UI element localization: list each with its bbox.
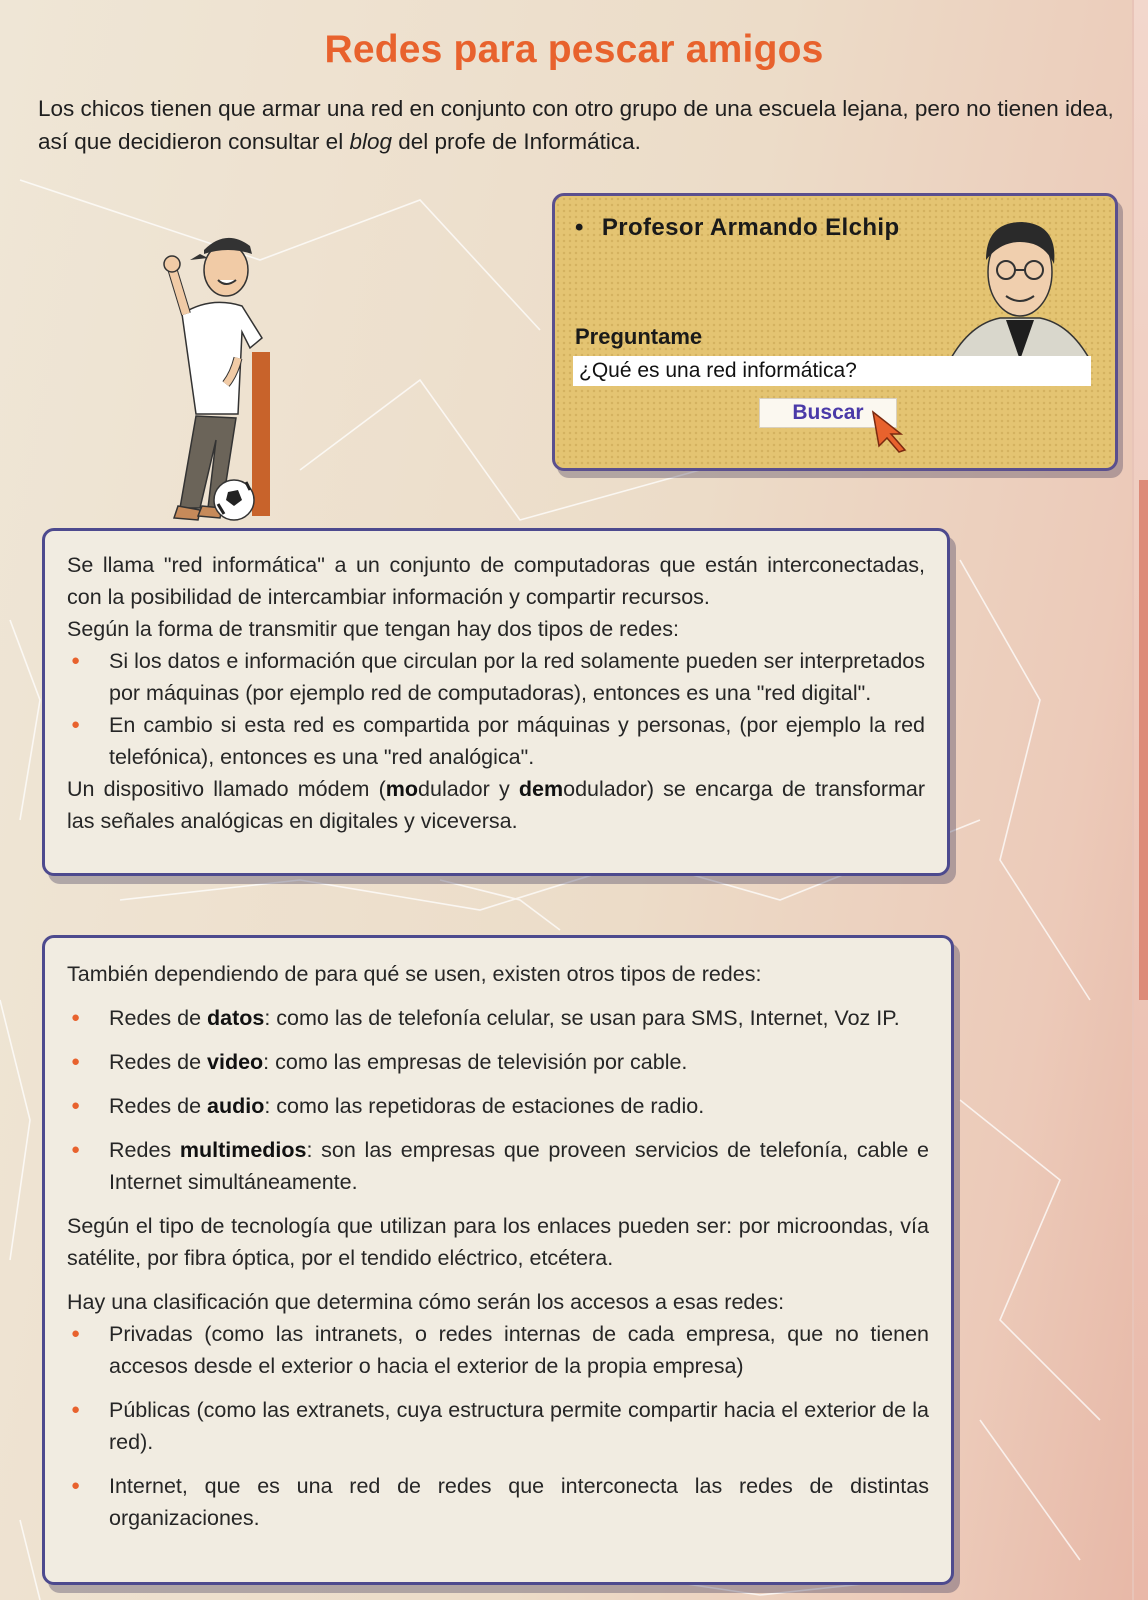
item-text: : como las empresas de televisión por cable. xyxy=(263,1050,688,1074)
search-button[interactable]: Buscar xyxy=(759,398,897,428)
item-text: : son las empresas que proveen servicios de telefonía, cable e Internet simultáneamente. xyxy=(109,1138,929,1194)
definition-paragraph: Se llama "red informática" a un conjunto de computadoras que están interconectadas, con la posibilidad de intercambiar información y compartir recursos. xyxy=(67,553,925,609)
intro-paragraph xyxy=(38,92,1118,158)
cursor-arrow-icon xyxy=(871,410,911,454)
profile-name xyxy=(575,214,900,242)
modem-bold: mo xyxy=(385,777,419,801)
page-title: Redes para pescar amigos xyxy=(324,28,824,71)
item-keyword: datos xyxy=(207,1006,265,1030)
network-uses-panel xyxy=(42,935,954,1585)
professor-portrait xyxy=(940,208,1100,360)
intro-text-start: Los chicos tienen que armar una red en conjunto con otro grupo de una escuela lejana, pero no tienen idea, así que decidieron consultar el xyxy=(38,96,1114,154)
page-edge-tab xyxy=(1139,480,1148,1000)
list-item xyxy=(67,1002,929,1034)
list-item xyxy=(67,1134,929,1198)
item-text: Redes de xyxy=(109,1094,208,1118)
uses-list xyxy=(67,1002,929,1198)
page-edge-strip xyxy=(1132,0,1148,1600)
spacer xyxy=(67,1274,929,1286)
network-types-intro: Según la forma de transmitir que tengan hay dos tipos de redes: xyxy=(67,617,679,641)
item-keyword: video xyxy=(207,1050,264,1074)
item-text: : como las repetidoras de estaciones de radio. xyxy=(264,1094,705,1118)
item-keyword: audio xyxy=(207,1094,265,1118)
question-input[interactable] xyxy=(573,356,1091,386)
boy-with-soccer-ball xyxy=(138,208,288,528)
modem-bold: dem xyxy=(518,777,564,801)
item-text: : como las de telefonía celular, se usan para SMS, Internet, Voz IP. xyxy=(264,1006,900,1030)
profile-name-text: Profesor Armando Elchip xyxy=(601,214,900,241)
uses-intro: También dependiendo de para qué se usen, existen otros tipos de redes: xyxy=(67,962,762,986)
intro-emphasis: blog xyxy=(349,129,392,154)
spacer xyxy=(67,990,929,1002)
modem-text: odulador) se encarga de transformar las señales analógicas en digitales y viceversa. xyxy=(67,777,925,833)
network-types-list xyxy=(67,645,925,773)
list-item: ● Si los datos e información que circulan por la red solamente pueden ser interpretados por máquinas (por ejemplo red de computadoras), entonces es una "red digital". xyxy=(67,645,925,709)
item-keyword: multimedios xyxy=(179,1138,307,1162)
teacher-blog-search-widget xyxy=(552,193,1118,471)
list-item: ● Internet, que es una red de redes que interconecta las redes de distintas organizaciones. xyxy=(67,1470,929,1534)
list-item xyxy=(67,1046,929,1078)
access-list xyxy=(67,1318,929,1534)
modem-text: dulador y xyxy=(418,777,519,801)
item-text: Redes de xyxy=(109,1050,208,1074)
list-item: ● En cambio si esta red es compartida por máquinas y personas, (por ejemplo la red telefónica), entonces es una "red analógica". xyxy=(67,709,925,773)
list-item xyxy=(67,1090,929,1122)
access-intro: Hay una clasificación que determina cómo serán los accesos a esas redes: xyxy=(67,1290,785,1314)
intro-text-end: del profe de Informática. xyxy=(392,129,641,154)
definition-panel xyxy=(42,528,950,876)
list-item: ● Públicas (como las extranets, cuya estructura permite compartir hacia el exterior de la red). xyxy=(67,1394,929,1458)
item-text: Redes xyxy=(109,1138,180,1162)
technology-paragraph: Según el tipo de tecnología que utilizan para los enlaces pueden ser: por microondas, vía satélite, por fibra óptica, por el tendido eléctrico, etcétera. xyxy=(67,1214,929,1270)
bullet-dot: • xyxy=(575,214,584,241)
modem-paragraph xyxy=(67,773,925,837)
ask-label: Preguntame xyxy=(575,324,703,349)
list-item: ● Privadas (como las intranets, o redes internas de cada empresa, que no tienen accesos desde el exterior o hacia el exterior de la propia empresa) xyxy=(67,1318,929,1382)
modem-text: Un dispositivo llamado módem ( xyxy=(67,777,386,801)
item-text: Redes de xyxy=(109,1006,208,1030)
